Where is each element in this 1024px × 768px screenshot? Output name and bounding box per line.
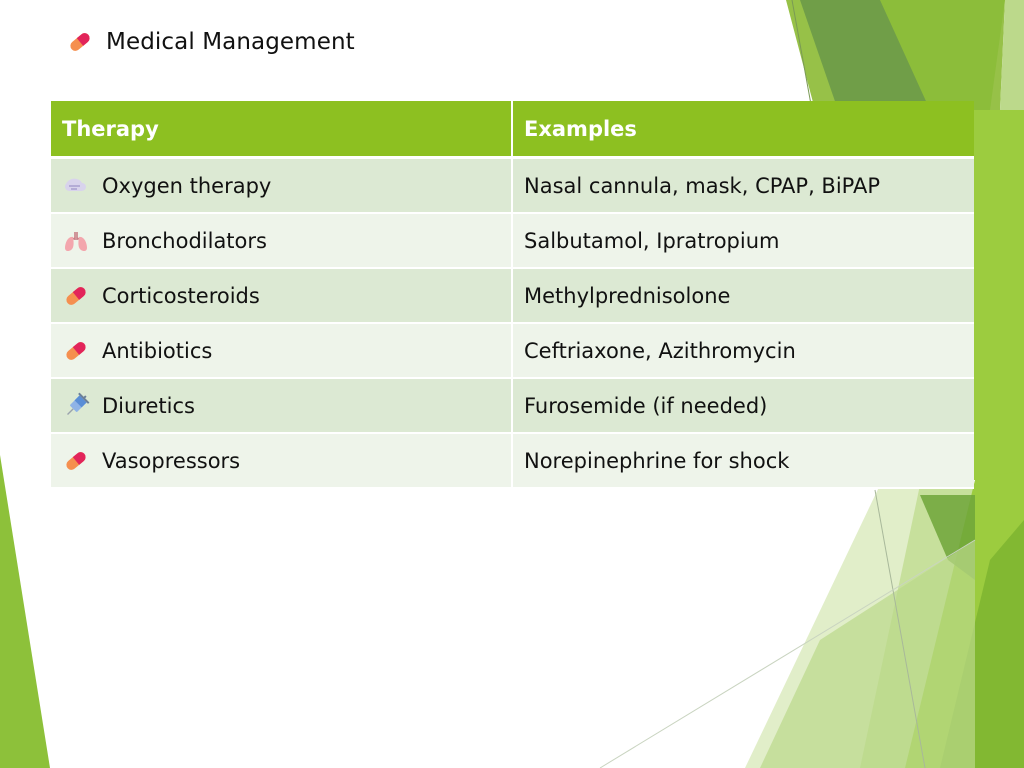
wind-icon [62,172,90,200]
slide-title: Medical Management [106,29,355,55]
therapy-name: Antibiotics [102,338,213,363]
table-header-row [51,101,974,158]
table-row [51,433,974,488]
therapy-name: Corticosteroids [102,283,260,308]
pill-icon [62,337,90,365]
table-row [51,268,974,323]
table-row [51,158,974,214]
pill-icon [66,28,94,56]
therapy-cell [51,378,512,433]
therapy-cell [51,323,512,378]
examples-cell: Methylprednisolone [512,268,974,323]
pill-icon [62,282,90,310]
syringe-icon [62,392,90,420]
therapy-name: Vasopressors [102,448,241,473]
therapy-cell [51,268,512,323]
therapy-name: Oxygen therapy [102,173,272,198]
therapy-table [51,101,974,489]
table-row [51,213,974,268]
examples-cell: Norepinephrine for shock [512,433,974,488]
examples-cell: Nasal cannula, mask, CPAP, BiPAP [512,158,974,214]
therapy-name: Diuretics [102,393,195,418]
therapy-cell [51,213,512,268]
examples-cell: Ceftriaxone, Azithromycin [512,323,974,378]
therapy-cell [51,158,512,214]
column-header-examples: Examples [512,101,974,158]
therapy-cell [51,433,512,488]
table-row [51,378,974,433]
examples-cell: Furosemide (if needed) [512,378,974,433]
column-header-therapy: Therapy [51,101,512,158]
lungs-icon [62,227,90,255]
slide-title-row [66,26,355,58]
table-row [51,323,974,378]
examples-cell: Salbutamol, Ipratropium [512,213,974,268]
therapy-name: Bronchodilators [102,228,267,253]
pill-icon [62,447,90,475]
